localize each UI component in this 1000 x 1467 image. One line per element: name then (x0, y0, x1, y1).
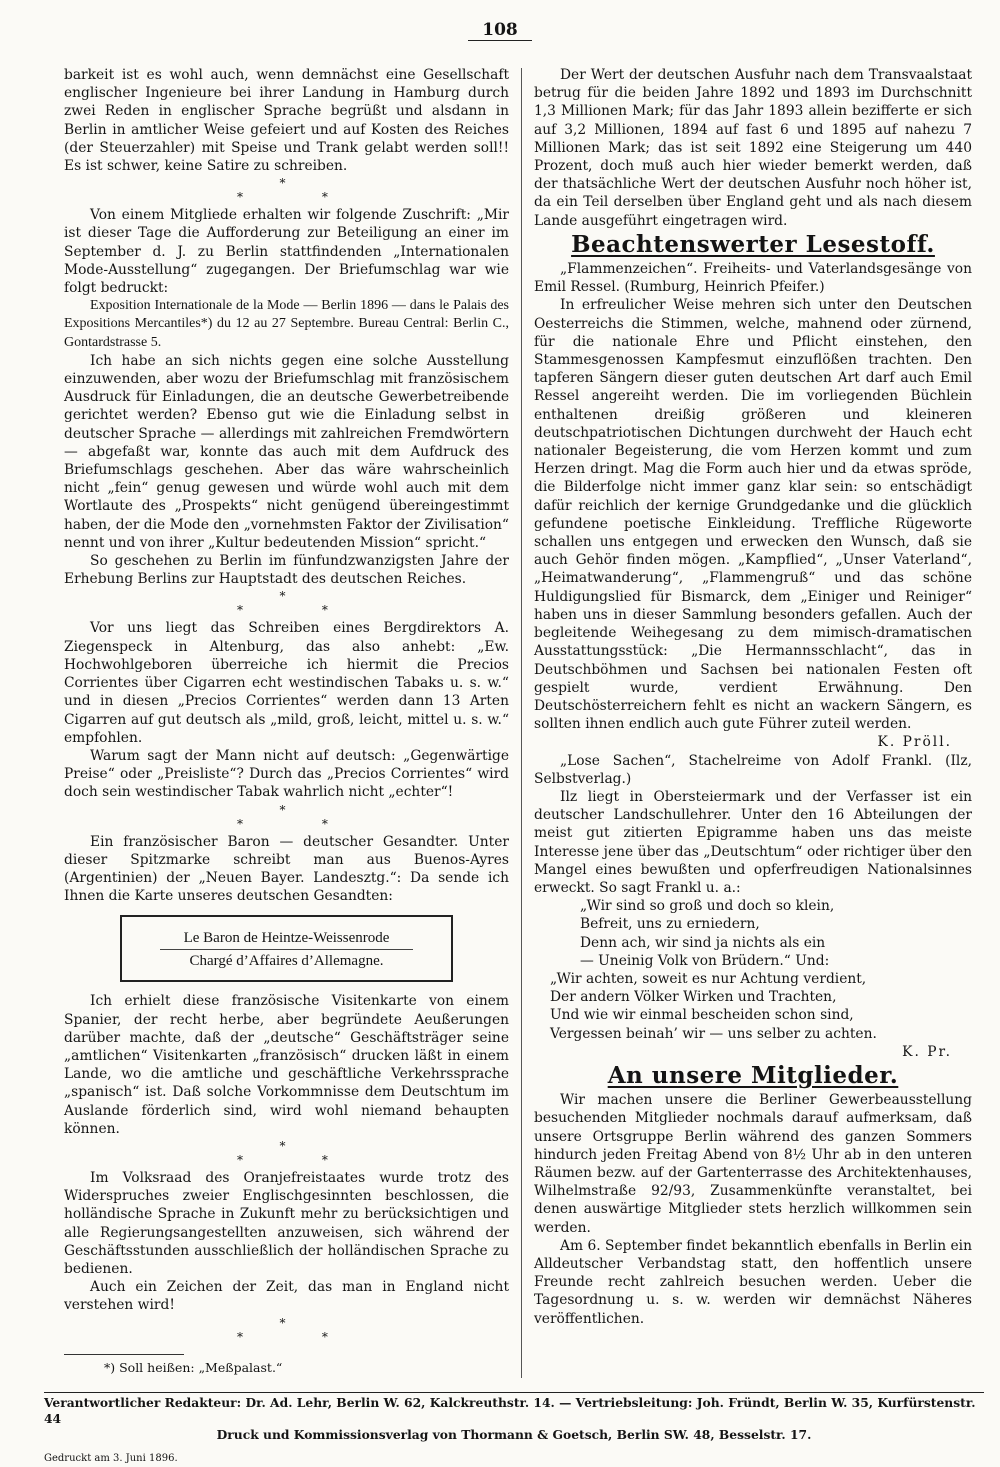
card-name: Le Baron de Heintze-Weissenrode (183, 930, 390, 947)
verse-line: „Wir sind so groß und doch so klein, (580, 898, 835, 915)
right-column (534, 66, 972, 1328)
paragraph: „Flammenzeichen“. Freiheits- und Vaterlandsgesänge von Emil Ressel. (Rumburg, Heinrich Pfeifer.) (534, 261, 972, 296)
paragraph: Im Volksraad des Oranjefreistaates wurde trotz des Widerspruches zweier Englischgesinnten beschlossen, die holländische Sprache in Zukunft mehr zu berücksichtigen und alle Regierungsangestellten anzuweisen, sich während der Geschäftsstunden ausschließlich der holländischen Sprache zu bedienen. (64, 1169, 509, 1277)
asterism: * * * (237, 589, 336, 618)
footnote-rule (64, 1354, 184, 1355)
visiting-card (120, 915, 453, 982)
imprint-rule (44, 1392, 984, 1393)
verse-line: Der andern Völker Wirken und Trachten, (550, 989, 837, 1006)
signature: K. Pröll. (877, 734, 952, 751)
footnote: *) Soll heißen: „Meßpalast.“ (104, 1359, 283, 1375)
imprint-editor: Verantwortlicher Redakteur: Dr. Ad. Lehr, Berlin W. 62, Kalckreuthstr. 14. — Vertriebsleitung: Joh. Fründt, Berlin W. 35, Kurfürstenstr. 44 (44, 1395, 976, 1426)
signature: K. Pr. (902, 1043, 952, 1060)
verse-line: „Wir achten, soweit es nur Achtung verdient, (550, 970, 867, 987)
paragraph: Der Wert der deutschen Ausfuhr nach dem Transvaalstaat betrug für die beiden Jahre 1892 und 1893 im Durchschnitt 1,3 Millionen Mark; für das Jahr 1893 allein bezifferte er sich auf 3,2 Millionen, 1894 auf fast 6 und 1895 auf nahezu 7 Millionen Mark; das ist seit 1892 eine Steigerung um 440 Prozent, doch muß auch hier wieder bemerkt werden, daß der thatsächliche Wert der deutschen Ausfuhr noch höher ist, da ein Teil derselben über England geht und als nach diesem Lande ausgeführt eingetragen wird. (534, 67, 972, 229)
paragraph: Ich erhielt diese französische Visitenkarte von einem Spanier, der recht herbe, aber begründete Aeußerungen darüber machte, daß der „deutsche“ Geschäftsträger seine „amtlichen“ Visitenkarten „französisch“ drucken läßt in einem Lande, wo die amtliche und geschäftliche Verkehrssprache „spanisch“ ist. Daß solche Vorkommnisse dem Deutschtum im Auslande förderlich sind, wird wohl niemand behaupten können. (64, 993, 509, 1137)
verse-line: Denn ach, wir sind ja nichts als ein (580, 934, 826, 951)
imprint (44, 1392, 984, 1467)
paragraph: Ich habe an sich nichts gegen eine solche Ausstellung einzuwenden, aber wozu der Briefumschlag mit französischem Ausdruck für Einladungen, die an deutsche Gewerbetreibende gerichtet werden? Ebenso gut wie die Einladung selbst in deutscher Sprache — allerdings mit zahlreichen Fremdwörtern — abgefaßt war, konnte das auch mit dem Aufdruck des Briefumschlags geschehen. Aber das wäre wahrscheinlich nicht „fein“ genug gewesen und würde wohl auch mit dem Wortlaute des „Prospekts“ nicht genügend übereingestimmt haben, der die Mode den „vornehmsten Faktor der Zivilisation“ nennt und von ihrer „Kultur bedeutenden Mission“ spricht.“ (64, 352, 509, 551)
verse-line: Und wie wir einmal bescheiden schon sind, (550, 1007, 854, 1024)
paragraph: Ilz liegt in Obersteiermark und der Verfasser ist ein deutscher Landschullehrer. Unter den 16 Abteilungen der meist gut zitierten Epigramme haben uns das meiste Interesse jene über das „Deutschtum“ oder richtiger über den Mangel eines bewußten und opferfreudigen Nationalsinnes erweckt. So sagt Frankl u. a.: (534, 788, 972, 896)
paragraph: Vor uns liegt das Schreiben eines Bergdirektors A. Ziegenspeck in Altenburg, das also anhebt: „Ew. Hochwohlgeboren überreiche ich hiermit die Precios Corrientes über Cigarren echt westindischen Tabaks u. s. w.“ und in diesen „Precios Corrientes“ werden dann 13 Arten Cigarren auf gut deutsch als „mild, groß, leicht, mittel u. s. w.“ empfohlen. (64, 620, 509, 746)
section-heading: An unsere Mitglieder. (607, 1061, 899, 1089)
paragraph: Von einem Mitgliede erhalten wir folgende Zuschrift: „Mir ist dieser Tage die Aufforderung zur Beteiligung an einer im September d. J. zu Berlin stattfindenden „Internationalen Mode-Ausstellung“ zugegangen. Der Briefumschlag war wie folgt bedruckt: (64, 207, 509, 297)
paragraph: barkeit ist es wohl auch, wenn demnächst eine Gesellschaft englischer Ingenieure bei ihrer Landung in Hamburg durch zwei Reden in englischer Sprache begrüßt und alsdann in Berlin in amtlicher Weise gefeiert und auf Kosten des Reiches (der Steuerzahler) mit Speise und Trank gelabt werden soll!! Es ist schwer, keine Satire zu schreiben. (64, 67, 509, 175)
print-date: Gedruckt am 3. Juni 1896. (44, 1453, 178, 1464)
paragraph: „Lose Sachen“, Stachelreime von Adolf Frankl. (Ilz, Selbstverlag.) (534, 752, 972, 787)
asterism: * * * (237, 802, 336, 831)
verse-line: Befreit, uns zu erniedern, (580, 916, 760, 933)
paragraph: Am 6. September findet bekanntlich ebenfalls in Berlin ein Alldeutscher Verbandstag statt, den hoffentlich unsere Freunde recht zahlreich besuchen werden. Ueber die Tagesordnung u. s. w. werden wir demnächst Näheres veröffentlichen. (534, 1237, 972, 1327)
paragraph: In erfreulicher Weise mehren sich unter den Deutschen Oesterreichs die Stimmen, welche, mahnend oder zürnend, für die nationale Ehre und Pflicht einstehen, den Stammesgenossen Kampfesmut einzuflößen trachten. Den tapferen Sängern dieser guten deutschen Art darf auch Emil Ressel angereiht werden. Die im vorliegenden Büchlein enthaltenen dreißig größeren und kleineren deutschpatriotischen Dichtungen durchweht der Hauch echt nationaler Begeisterung, die vom Herzen kommt und zum Herzen dringt. Mag die Form auch hier und da etwas spröde, die Bilderfolge nicht immer ganz klar sein: so entschädigt dafür reichlich der kernige Grundgedanke und die glücklich gefundene poetische Einkleidung. Treffliche Rügeworte schallen uns entgegen und erwecken den Wunsch, daß sie auch Gehör finden mögen. „Kampflied“, „Unser Vaterland“, „Heimatwanderung“, „Flammengruß“ und das schöne Huldigungslied für Bismarck, dem „Einiger und Reiniger“ haben uns in dieser Sammlung besonders gefallen. Auch der begleitende Weihegesang zu dem mimisch-dramatischen Ausstattungsstück: „Die Hermannsschlacht“, das in Deutschböhmen und Sachsen bei nationalen Festen oft gespielt wurde, verdient Erwähnung. Den Deutschösterreichern fehlt es nicht an wackern Sängern, es sollten ihnen endlich auch gute Führer zuteil werden. (534, 297, 972, 733)
imprint-publisher: Druck und Kommissionsverlag von Thormann & Goetsch, Berlin SW. 48, Besselstr. 17. (216, 1427, 812, 1442)
left-column (64, 66, 509, 1377)
paragraph-antiqua: Exposition Internationale de la Mode — Berlin 1896 — dans le Palais des Expositions Mercantiles*) du 12 au 27 Septembre. Bureau Central: Berlin C., Gontardstrasse 5. (64, 298, 509, 350)
page-number: 108 (0, 20, 1000, 40)
paragraph: Wir machen unsere die Berliner Gewerbeausstellung besuchenden Mitglieder nochmals darauf aufmerksam, daß unsere Ortsgruppe Berlin während des ganzen Sommers hindurch jeden Freitag Abend von 8½ Uhr ab in den unteren Räumen bezw. auf der Gartenterrasse des Architektenhauses, Wilhelmstraße 92/93, Zusammenkünfte veranstaltet, bei denen auswärtige Mitglieder stets herzlich willkommen sein werden. (534, 1092, 972, 1236)
column-divider (521, 68, 522, 1378)
verse-line: — Uneinig Volk von Brüdern.“ Und: (580, 952, 830, 969)
asterism: * * * (237, 176, 336, 205)
paragraph: So geschehen zu Berlin im fünfundzwanzigsten Jahre der Erhebung Berlins zur Hauptstadt des deutschen Reiches. (64, 553, 509, 588)
paragraph: Warum sagt der Mann nicht auf deutsch: „Gegenwärtige Preise“ oder „Preisliste“? Durch das „Precios Corrientes“ wird doch sein westindischer Tabak wahrlich nicht „echter“! (64, 747, 509, 801)
paragraph: Auch ein Zeichen der Zeit, das man in England nicht verstehen wird! (64, 1279, 509, 1314)
asterism: * * * (237, 1315, 336, 1344)
paragraph: Ein französischer Baron — deutscher Gesandter. Unter dieser Spitzmarke schreibt man aus Buenos-Ayres (Argentinien) der „Neuen Bayer. Landesztg.“: Da sende ich Ihnen die Karte unseres deutschen Gesandten: (64, 833, 509, 905)
verse-line: Vergessen beinah’ wir — uns selber zu achten. (550, 1025, 877, 1042)
card-title: Chargé d’Affaires d’Allemagne. (160, 949, 413, 972)
section-heading: Beachtenswerter Lesestoff. (571, 230, 935, 258)
asterism: * * * (237, 1138, 336, 1167)
